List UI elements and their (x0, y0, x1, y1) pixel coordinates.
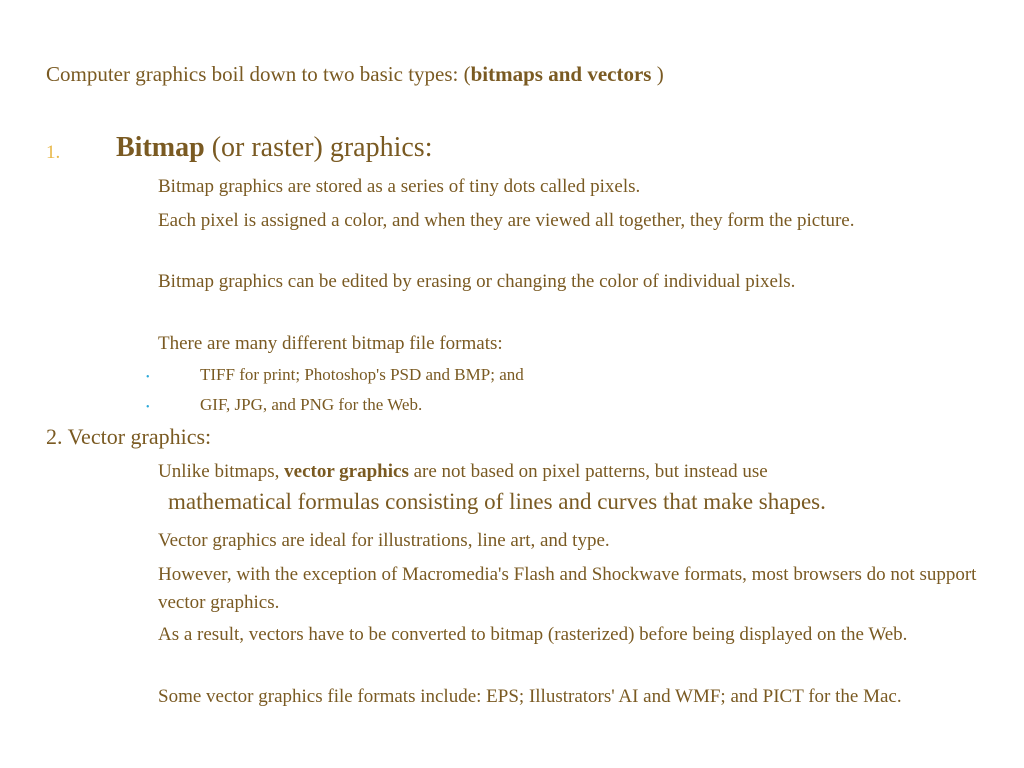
section2-paragraph-1 (158, 458, 768, 486)
section2-p1-post: are not based on pixel patterns, but instead use (408, 461, 768, 482)
section2-heading: 2. Vector graphics: (46, 424, 212, 449)
section1-paragraph-4: There are many different bitmap file formats: (158, 333, 503, 354)
section2-paragraph-4: As a result, vectors have to be converted to bitmap (rasterized) before being displayed on the Web. (158, 624, 908, 645)
intro-close: ) (651, 62, 664, 86)
section2-paragraph-3: However, with the exception of Macromedia's Flash and Shockwave formats, most browsers do not support vector graphics. (158, 564, 977, 613)
section1-bullet-1: TIFF for print; Photoshop's PSD and BMP; and (200, 365, 524, 384)
section2-paragraph-5: Some vector graphics file formats include: EPS; Illustrators' AI and WMF; and PICT for the Mac. (158, 686, 902, 707)
intro-line (46, 62, 664, 87)
section1-heading (116, 132, 432, 164)
section1-paragraph-2: Each pixel is assigned a color, and when they are viewed all together, they form the picture. (158, 210, 855, 231)
bullet-dot: • (146, 402, 150, 413)
section1-number: 1. (46, 142, 61, 163)
section1-paragraph-3: Bitmap graphics can be edited by erasing or changing the color of individual pixels. (158, 271, 796, 292)
section2-p1-bold: vector graphics (284, 461, 409, 482)
section2-paragraph-1-line2: mathematical formulas consisting of lines and curves that make shapes. (168, 489, 826, 514)
section1-heading-bold: Bitmap (116, 132, 205, 163)
intro-text: Computer graphics boil down to two basic types: ( (46, 62, 471, 86)
section1-paragraph-1: Bitmap graphics are stored as a series of tiny dots called pixels. (158, 176, 641, 197)
intro-bold: bitmaps and vectors (470, 62, 652, 86)
bullet-dot: • (146, 372, 150, 383)
section2-p1-pre: Unlike bitmaps, (158, 461, 285, 482)
section1-heading-rest: (or raster) graphics: (204, 132, 433, 163)
section2-paragraph-2: Vector graphics are ideal for illustrations, line art, and type. (158, 530, 610, 551)
section1-bullet-2: GIF, JPG, and PNG for the Web. (200, 395, 423, 414)
